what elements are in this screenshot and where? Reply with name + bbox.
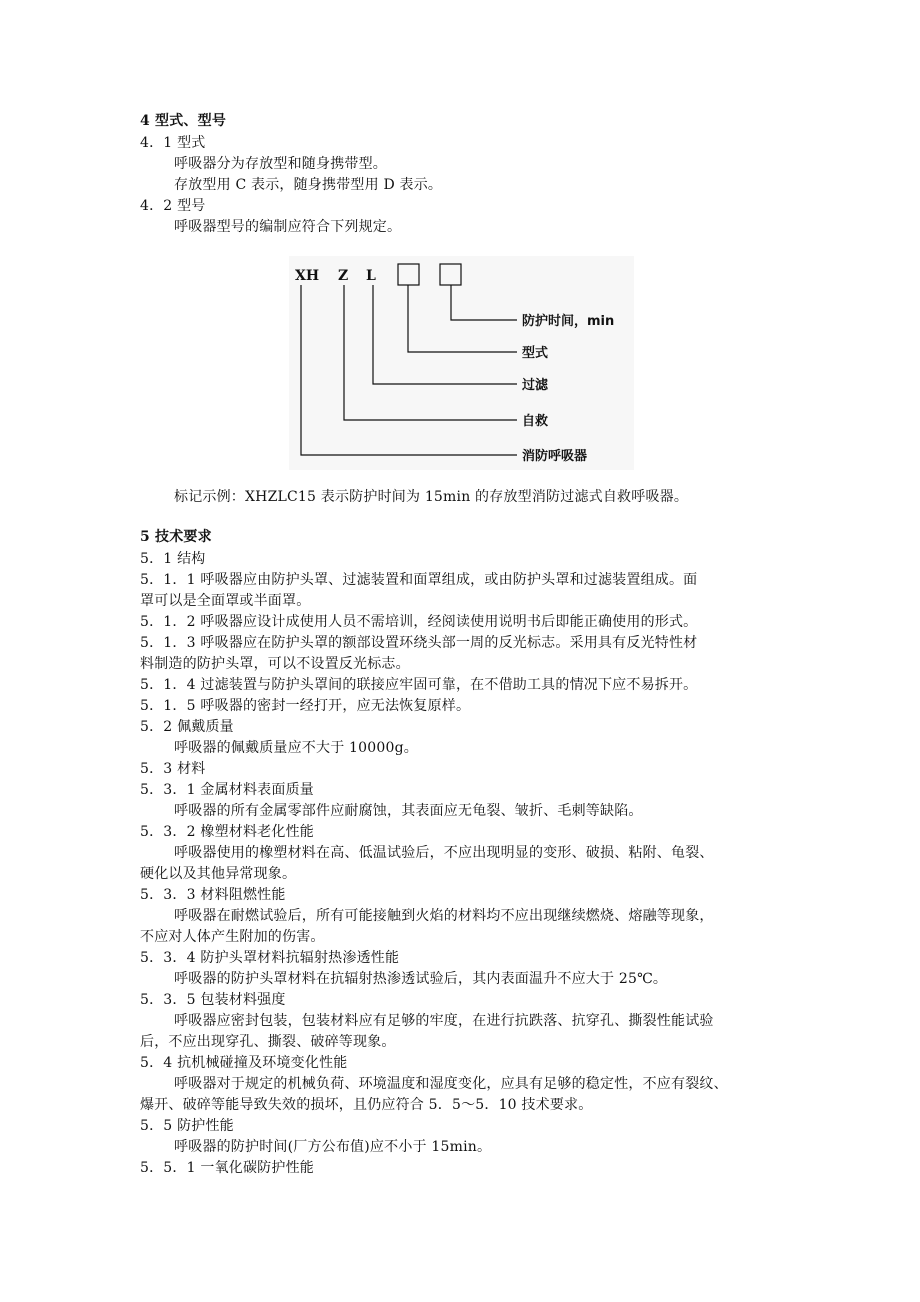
time-box bbox=[440, 264, 461, 285]
model-code-diagram bbox=[289, 256, 634, 470]
paragraph: 呼吸器使用的橡塑材料在高、低温试验后，不应出现明显的变形、破损、粘附、龟裂、 bbox=[174, 845, 714, 861]
code-xh: XH bbox=[295, 268, 320, 284]
paragraph: 硬化以及其他异常现象。 bbox=[140, 866, 297, 882]
paragraph: 爆开、破碎等能导致失效的损坏，且仍应符合 5．5～5．10 技术要求。 bbox=[140, 1097, 593, 1113]
leader-lines bbox=[301, 285, 517, 455]
code-l: L bbox=[366, 268, 376, 284]
label-filter: 过滤 bbox=[522, 378, 549, 393]
section-5-1-title: 5．1 结构 bbox=[140, 551, 206, 567]
paragraph: 罩可以是全面罩或半面罩。 bbox=[140, 593, 311, 609]
label-fire-respirator: 消防呼吸器 bbox=[522, 449, 588, 464]
paragraph: 呼吸器型号的编制应符合下列规定。 bbox=[174, 219, 402, 235]
clause-5-1-3: 5．1．3 呼吸器应在防护头罩的额部设置环绕头部一周的反光标志。采用具有反光特性材 bbox=[140, 635, 698, 651]
paragraph: 呼吸器的佩戴质量应不大于 10000g。 bbox=[174, 740, 418, 756]
clause-5-3-2: 5．3．2 橡塑材料老化性能 bbox=[140, 824, 314, 840]
section-4-2-title: 4．2 型号 bbox=[140, 198, 206, 214]
clause-5-1-1: 5．1．1 呼吸器应由防护头罩、过滤装置和面罩组成，或由防护头罩和过滤装置组成。面 bbox=[140, 572, 698, 588]
clause-5-1-4: 5．1．4 过滤装置与防护头罩间的联接应牢固可靠，在不借助工具的情况下应不易拆开。 bbox=[140, 677, 698, 693]
section-5-heading: 5 技术要求 bbox=[140, 529, 212, 545]
marking-example: 标记示例：XHZLC15 表示防护时间为 15min 的存放型消防过滤式自救呼吸器。 bbox=[174, 489, 689, 505]
label-type: 型式 bbox=[522, 346, 549, 361]
section-5-2-title: 5．2 佩戴质量 bbox=[140, 719, 234, 735]
label-self-rescue: 自救 bbox=[522, 414, 549, 429]
paragraph: 呼吸器应密封包装，包装材料应有足够的牢度，在进行抗跌落、抗穿孔、撕裂性能试验 bbox=[174, 1013, 714, 1029]
label-protection-time: 防护时间，min bbox=[522, 314, 615, 329]
paragraph: 呼吸器的所有金属零部件应耐腐蚀，其表面应无龟裂、皱折、毛刺等缺陷。 bbox=[174, 803, 643, 819]
paragraph: 后，不应出现穿孔、撕裂、破碎等现象。 bbox=[140, 1034, 396, 1050]
paragraph: 料制造的防护头罩，可以不设置反光标志。 bbox=[140, 656, 410, 672]
type-box bbox=[398, 264, 419, 285]
paragraph: 呼吸器的防护头罩材料在抗辐射热渗透试验后，其内表面温升不应大于 25℃。 bbox=[174, 971, 668, 987]
clause-5-3-4: 5．3．4 防护头罩材料抗辐射热渗透性能 bbox=[140, 950, 400, 966]
section-5-5-title: 5．5 防护性能 bbox=[140, 1118, 234, 1134]
section-5-4-title: 5．4 抗机械碰撞及环境变化性能 bbox=[140, 1055, 348, 1071]
paragraph: 呼吸器分为存放型和随身携带型。 bbox=[174, 156, 387, 172]
paragraph: 不应对人体产生附加的伤害。 bbox=[140, 929, 325, 945]
clause-5-3-5: 5．3．5 包装材料强度 bbox=[140, 992, 286, 1008]
section-4-1-title: 4．1 型式 bbox=[140, 135, 206, 151]
paragraph: 呼吸器对于规定的机械负荷、环境温度和湿度变化，应具有足够的稳定性，不应有裂纹、 bbox=[174, 1076, 728, 1092]
clause-5-5-1: 5．5．1 一氧化碳防护性能 bbox=[140, 1160, 314, 1176]
section-4-heading: 4 型式、型号 bbox=[140, 113, 227, 129]
paragraph: 呼吸器在耐燃试验后，所有可能接触到火焰的材料均不应出现继续燃烧、熔融等现象， bbox=[174, 908, 714, 924]
section-5-3-title: 5．3 材料 bbox=[140, 761, 206, 777]
code-z: Z bbox=[338, 268, 349, 284]
clause-5-1-5: 5．1．5 呼吸器的密封一经打开，应无法恢复原样。 bbox=[140, 698, 471, 714]
paragraph: 存放型用 C 表示，随身携带型用 D 表示。 bbox=[174, 177, 443, 193]
paragraph: 呼吸器的防护时间(厂方公布值)应不小于 15min。 bbox=[174, 1139, 492, 1155]
clause-5-1-2: 5．1．2 呼吸器应设计成使用人员不需培训，经阅读使用说明书后即能正确使用的形式。 bbox=[140, 614, 698, 630]
clause-5-3-1: 5．3．1 金属材料表面质量 bbox=[140, 782, 314, 798]
clause-5-3-3: 5．3．3 材料阻燃性能 bbox=[140, 887, 286, 903]
